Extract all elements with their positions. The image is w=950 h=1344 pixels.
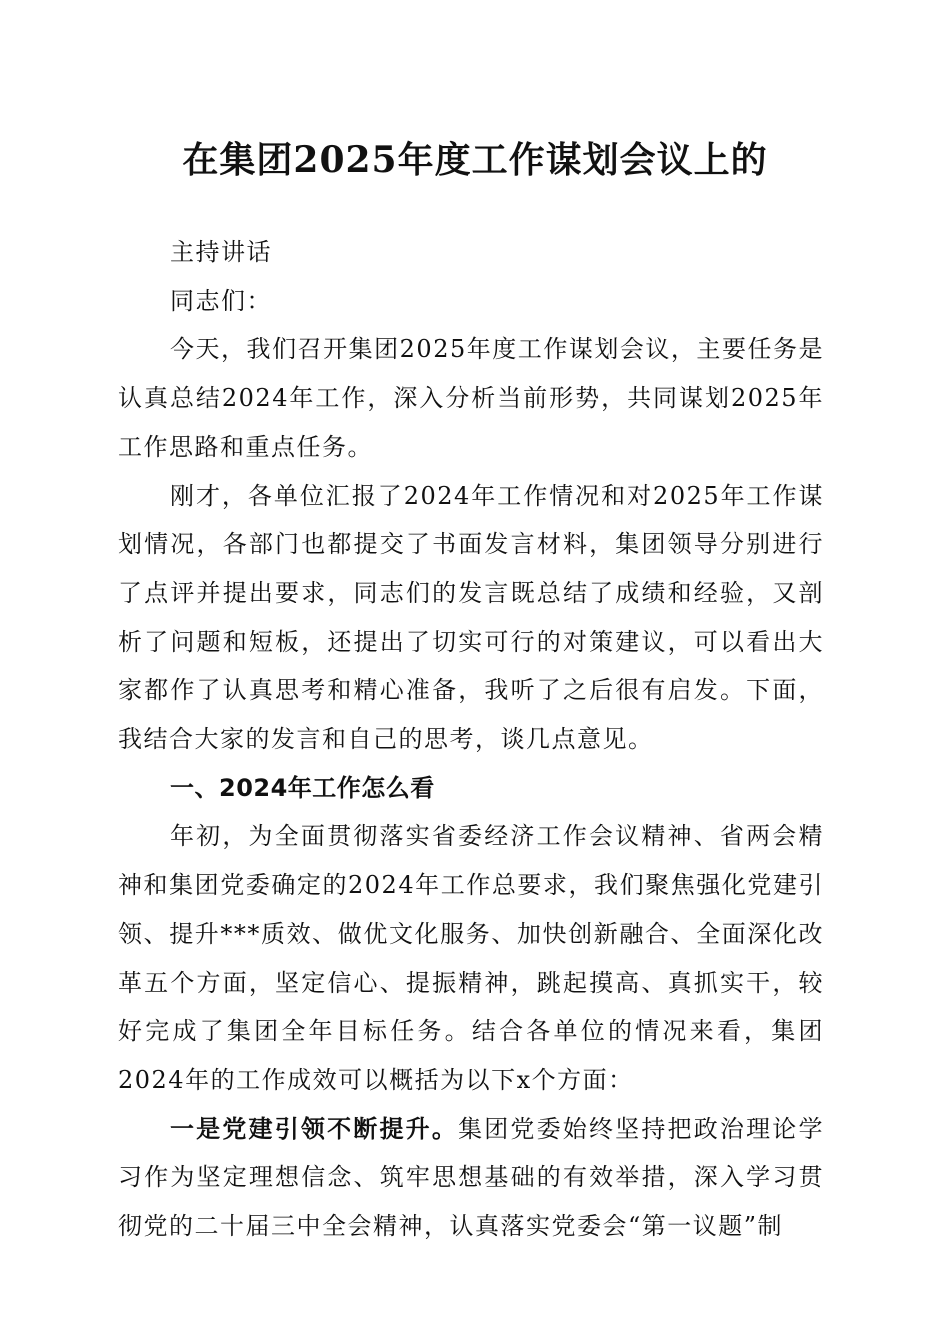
paragraph-party-building — [118, 1105, 824, 1251]
paragraph-achievements: 年初，为全面贯彻落实省委经济工作会议精神、省两会精神和集团党委确定的2024年工作总要求，我们聚焦强化党建引领、提升***质效、做优文化服务、加快创新融合、全面深化改革五个方面，坚定信心、提振精神，跳起摸高、真抓实干，较好完成了集团全年目标任务。结合各单位的情况来看，集团2024年的工作成效可以概括为以下x个方面： — [118, 822, 824, 1094]
document-body — [118, 228, 824, 1251]
paragraph-review: 刚才，各单位汇报了2024年工作情况和对2025年工作谋划情况，各部门也都提交了书面发言材料，集团领导分别进行了点评并提出要求，同志们的发言既总结了成绩和经验，又剖析了问题和短板，还提出了切实可行的对策建议，可以看出大家都作了认真思考和精心准备，我听了之后很有启发。下面，我结合大家的发言和自己的思考，谈几点意见。 — [118, 481, 824, 754]
paragraph-party-building-text: 集团党委始终坚持把政治理论学习作为坚定理想信念、筑牢思想基础的有效举措，深入学习贯彻党的二十届三中全会精神，认真落实党委会“第一议题”制 — [118, 1114, 824, 1241]
paragraph-intro: 今天，我们召开集团2025年度工作谋划会议，主要任务是认真总结2024年工作，深入分析当前形势，共同谋划2025年工作思路和重点任务。 — [118, 335, 824, 461]
document-title: 在集团2025年度工作谋划会议上的 — [182, 139, 768, 181]
subtitle-paragraph: 主持讲话 — [170, 238, 272, 266]
paragraph-lead: 一是党建引领不断提升。 — [170, 1113, 459, 1143]
greeting-paragraph: 同志们： — [170, 286, 272, 315]
section-heading-1: 一、2024年工作怎么看 — [170, 773, 435, 802]
